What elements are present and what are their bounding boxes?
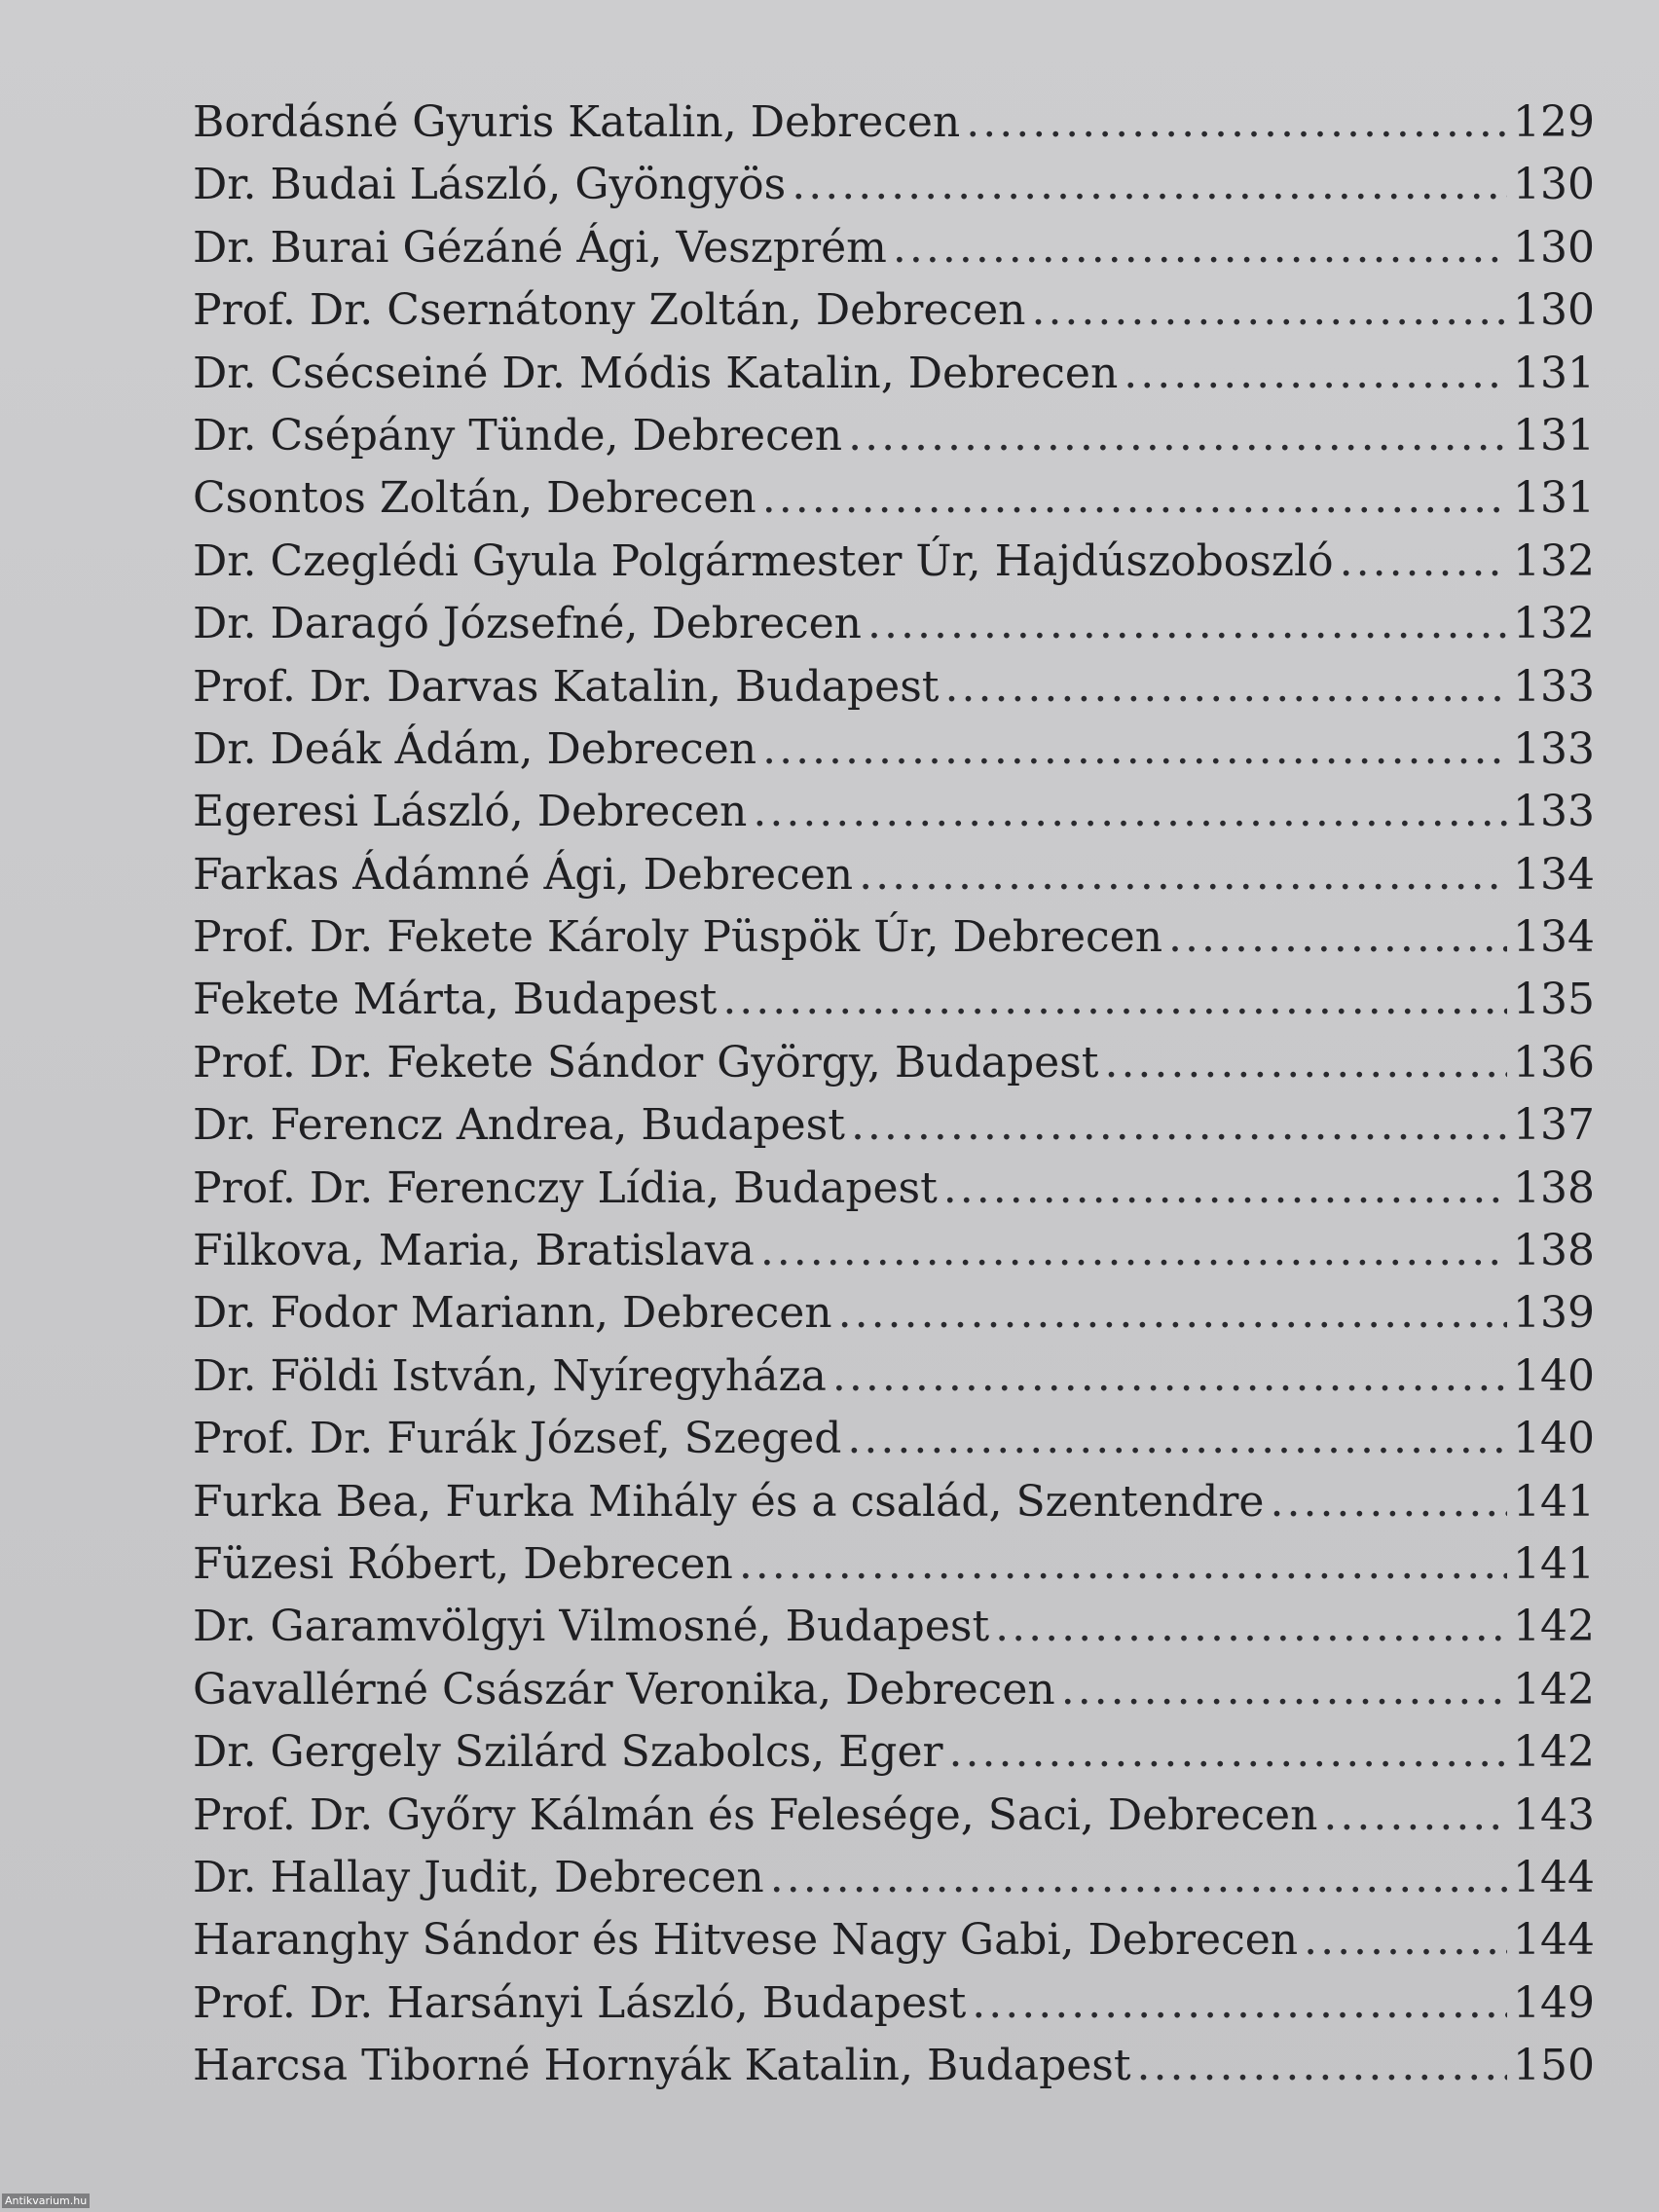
toc-entry bbox=[193, 97, 1595, 160]
dot-leader bbox=[832, 1351, 1507, 1401]
entry-page-number: 134 bbox=[1513, 849, 1595, 900]
toc-entry bbox=[193, 1038, 1595, 1100]
entry-name: Dr. Gergely Szilárd Szabolcs, Eger bbox=[193, 1727, 943, 1778]
entry-name: Dr. Budai László, Gyöngyös bbox=[193, 160, 787, 210]
entry-name: Harcsa Tiborné Hornyák Katalin, Budapest bbox=[193, 2041, 1131, 2091]
entry-name: Prof. Dr. Győry Kálmán és Felesége, Saci, Debrecen bbox=[193, 1789, 1318, 1840]
entry-page-number: 149 bbox=[1513, 1977, 1595, 2028]
entry-name: Farkas Ádámné Ági, Debrecen bbox=[193, 849, 854, 900]
dot-leader bbox=[949, 1727, 1508, 1777]
entry-page-number: 142 bbox=[1513, 1602, 1595, 1652]
dot-leader bbox=[1323, 1790, 1507, 1840]
dot-leader bbox=[1137, 2041, 1507, 2090]
entry-page-number: 130 bbox=[1513, 285, 1595, 336]
dot-leader bbox=[859, 850, 1507, 900]
entry-page-number: 132 bbox=[1513, 535, 1595, 586]
toc-entry bbox=[193, 1727, 1595, 1789]
toc-entry bbox=[193, 1915, 1595, 1977]
entry-page-number: 132 bbox=[1513, 599, 1595, 649]
dot-leader bbox=[762, 473, 1507, 523]
toc-entry bbox=[193, 1665, 1595, 1727]
dot-leader bbox=[867, 599, 1507, 648]
entry-page-number: 150 bbox=[1513, 2041, 1595, 2091]
toc-entry bbox=[193, 1288, 1595, 1350]
dot-leader bbox=[1270, 1477, 1507, 1527]
entry-page-number: 136 bbox=[1513, 1037, 1595, 1088]
dot-leader bbox=[851, 1100, 1507, 1150]
dot-leader bbox=[1124, 349, 1507, 398]
dot-leader bbox=[847, 1414, 1507, 1463]
entry-page-number: 139 bbox=[1513, 1288, 1595, 1339]
toc-entry bbox=[193, 724, 1595, 787]
dot-leader bbox=[792, 160, 1507, 209]
dot-leader bbox=[995, 1602, 1507, 1651]
entry-page-number: 143 bbox=[1513, 1789, 1595, 1840]
dot-leader bbox=[739, 1539, 1507, 1589]
entry-name: Prof. Dr. Furák József, Szeged bbox=[193, 1414, 842, 1464]
toc-entry bbox=[193, 2041, 1595, 2103]
toc-entry bbox=[193, 349, 1595, 411]
entry-name: Gavallérné Császár Veronika, Debrecen bbox=[193, 1664, 1055, 1714]
entry-name: Dr. Burai Gézáné Ági, Veszprém bbox=[193, 222, 887, 273]
entry-name: Dr. Fodor Mariann, Debrecen bbox=[193, 1288, 832, 1339]
entry-page-number: 140 bbox=[1513, 1350, 1595, 1401]
dot-leader bbox=[848, 411, 1507, 461]
dot-leader bbox=[1304, 1915, 1507, 1965]
entry-page-number: 140 bbox=[1513, 1414, 1595, 1464]
entry-page-number: 131 bbox=[1513, 473, 1595, 524]
entry-name: Csontos Zoltán, Debrecen bbox=[193, 473, 756, 524]
dot-leader bbox=[753, 787, 1507, 836]
entry-name: Prof. Dr. Fekete Károly Püspök Úr, Debrecen bbox=[193, 912, 1163, 963]
toc-entry bbox=[193, 662, 1595, 724]
dot-leader bbox=[770, 1853, 1507, 1902]
dot-leader bbox=[966, 97, 1507, 147]
toc-entry bbox=[193, 975, 1595, 1037]
toc-entry bbox=[193, 1853, 1595, 1915]
toc-entry bbox=[193, 787, 1595, 849]
toc-entry bbox=[193, 1163, 1595, 1226]
entry-name: Dr. Hallay Judit, Debrecen bbox=[193, 1852, 764, 1902]
entry-page-number: 142 bbox=[1513, 1664, 1595, 1714]
entry-page-number: 131 bbox=[1513, 410, 1595, 461]
entry-name: Prof. Dr. Ferenczy Lídia, Budapest bbox=[193, 1162, 938, 1213]
toc-entry bbox=[193, 160, 1595, 222]
entry-name: Haranghy Sándor és Hitvese Nagy Gabi, Debrecen bbox=[193, 1915, 1299, 1966]
entry-page-number: 135 bbox=[1513, 975, 1595, 1025]
entry-name: Filkova, Maria, Bratislava bbox=[193, 1226, 755, 1276]
entry-page-number: 133 bbox=[1513, 723, 1595, 774]
entry-page-number: 144 bbox=[1513, 1852, 1595, 1902]
dot-leader bbox=[943, 1163, 1507, 1213]
toc-entry bbox=[193, 1477, 1595, 1539]
entry-name: Dr. Csécseiné Dr. Módis Katalin, Debrecen bbox=[193, 348, 1119, 398]
entry-name: Egeresi László, Debrecen bbox=[193, 787, 748, 837]
entry-name: Dr. Deák Ádám, Debrecen bbox=[193, 723, 757, 774]
toc-entry bbox=[193, 850, 1595, 912]
toc-entry bbox=[193, 473, 1595, 535]
dot-leader bbox=[1168, 912, 1507, 962]
dot-leader bbox=[838, 1288, 1507, 1338]
entry-name: Prof. Dr. Csernátony Zoltán, Debrecen bbox=[193, 285, 1026, 336]
dot-leader bbox=[1340, 536, 1507, 586]
entry-name: Dr. Földi István, Nyíregyháza bbox=[193, 1350, 827, 1401]
entry-page-number: 131 bbox=[1513, 348, 1595, 398]
entry-page-number: 133 bbox=[1513, 787, 1595, 837]
entry-name: Dr. Garamvölgyi Vilmosné, Budapest bbox=[193, 1602, 990, 1652]
toc-entry bbox=[193, 1351, 1595, 1414]
toc-entry bbox=[193, 536, 1595, 599]
toc-entry bbox=[193, 223, 1595, 285]
entry-name: Furka Bea, Furka Mihály és a család, Szentendre bbox=[193, 1476, 1265, 1527]
dot-leader bbox=[1104, 1038, 1507, 1088]
toc-entry bbox=[193, 1226, 1595, 1288]
toc-entry bbox=[193, 1790, 1595, 1853]
entry-page-number: 133 bbox=[1513, 661, 1595, 712]
dot-leader bbox=[893, 223, 1507, 273]
entry-page-number: 138 bbox=[1513, 1162, 1595, 1213]
watermark: Antikvarium.hu bbox=[2, 2194, 90, 2208]
entry-name: Dr. Czeglédi Gyula Polgármester Úr, Hajdúszoboszló bbox=[193, 535, 1334, 586]
entry-page-number: 141 bbox=[1513, 1538, 1595, 1589]
entry-page-number: 134 bbox=[1513, 912, 1595, 963]
entry-name: Dr. Daragó Józsefné, Debrecen bbox=[193, 599, 863, 649]
entry-page-number: 142 bbox=[1513, 1727, 1595, 1778]
dot-leader bbox=[972, 1978, 1507, 2028]
toc-entry bbox=[193, 599, 1595, 661]
entry-name: Dr. Ferencz Andrea, Budapest bbox=[193, 1100, 845, 1151]
dot-leader bbox=[1031, 285, 1507, 335]
entry-name: Prof. Dr. Darvas Katalin, Budapest bbox=[193, 661, 940, 712]
entry-page-number: 129 bbox=[1513, 97, 1595, 147]
toc-entry bbox=[193, 411, 1595, 473]
entry-name: Dr. Csépány Tünde, Debrecen bbox=[193, 410, 843, 461]
dot-leader bbox=[944, 662, 1507, 712]
entry-name: Bordásné Gyuris Katalin, Debrecen bbox=[193, 97, 961, 147]
entry-page-number: 130 bbox=[1513, 160, 1595, 210]
toc-entry bbox=[193, 1539, 1595, 1602]
entry-page-number: 141 bbox=[1513, 1476, 1595, 1527]
toc-entry bbox=[193, 1602, 1595, 1664]
toc-entry bbox=[193, 912, 1595, 975]
dot-leader bbox=[722, 975, 1507, 1024]
dot-leader bbox=[760, 1226, 1507, 1275]
entry-name: Prof. Dr. Fekete Sándor György, Budapest bbox=[193, 1037, 1099, 1088]
entry-name: Fekete Márta, Budapest bbox=[193, 975, 718, 1025]
toc-entry bbox=[193, 285, 1595, 348]
dot-leader bbox=[762, 724, 1507, 774]
toc-entry bbox=[193, 1414, 1595, 1476]
entry-page-number: 144 bbox=[1513, 1915, 1595, 1966]
entry-page-number: 138 bbox=[1513, 1226, 1595, 1276]
entry-page-number: 130 bbox=[1513, 222, 1595, 273]
toc-entry bbox=[193, 1100, 1595, 1162]
dot-leader bbox=[1061, 1665, 1507, 1714]
table-of-contents bbox=[193, 97, 1595, 2104]
entry-name: Prof. Dr. Harsányi László, Budapest bbox=[193, 1977, 967, 2028]
entry-name: Füzesi Róbert, Debrecen bbox=[193, 1538, 733, 1589]
toc-entry bbox=[193, 1978, 1595, 2041]
entry-page-number: 137 bbox=[1513, 1100, 1595, 1151]
